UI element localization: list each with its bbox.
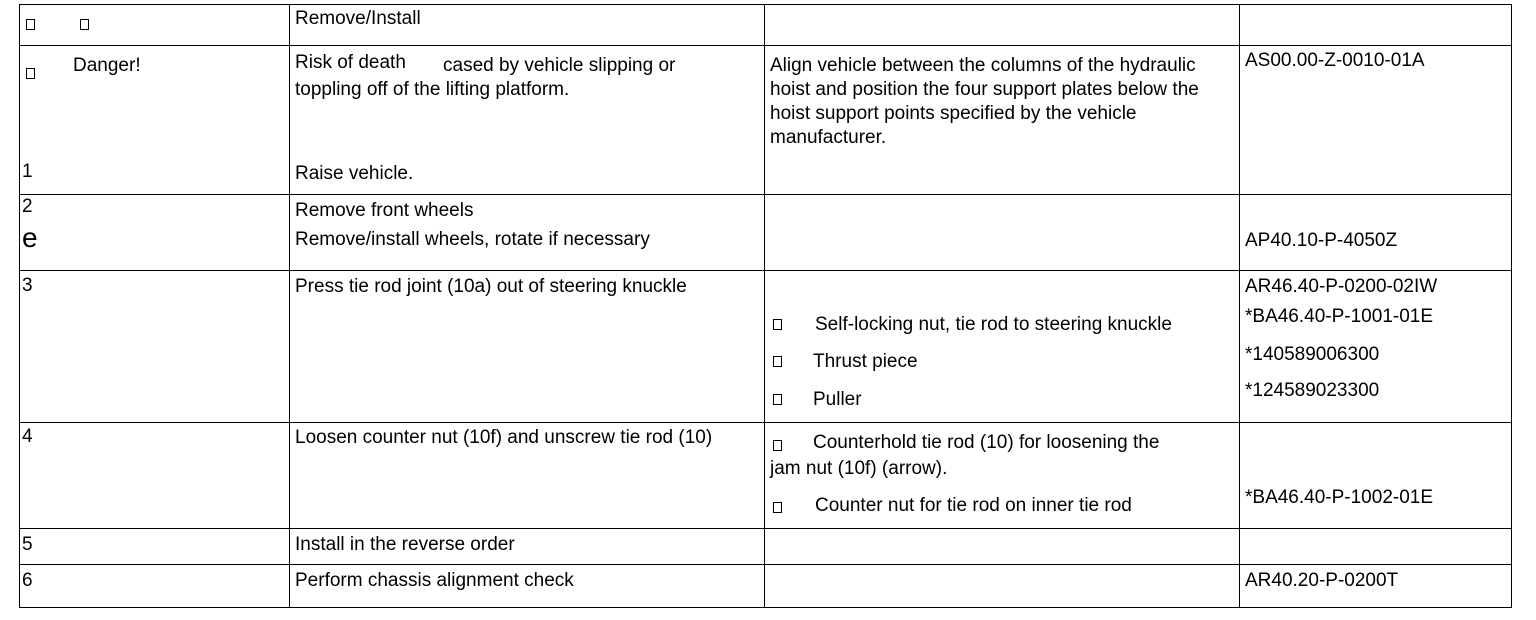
- action-cell: [290, 46, 765, 195]
- step-number: 3: [22, 275, 33, 296]
- ref-cell: [1240, 5, 1512, 46]
- action-text: Press tie rod joint (10a) out of steering knuckle: [295, 276, 687, 297]
- action-cell: [290, 423, 765, 529]
- nut-icon: [773, 502, 782, 513]
- notes-cell: [765, 195, 1240, 271]
- tool-icon: [773, 394, 782, 405]
- reference-code: AS00.00-Z-0010-01A: [1245, 50, 1425, 71]
- action-text: Perform chassis alignment check: [295, 570, 574, 591]
- action-cell: [290, 5, 765, 46]
- step-number: 4: [22, 426, 33, 447]
- step-number: 5: [22, 534, 33, 555]
- wrench-icon: [773, 440, 782, 451]
- table-row: [20, 5, 1512, 46]
- note-item: Counter nut for tie rod on inner tie rod: [815, 495, 1132, 516]
- step-number: 2: [22, 196, 33, 217]
- table-row: [20, 46, 1512, 195]
- reference-code: *BA46.40-P-1001-01E: [1245, 306, 1434, 327]
- reference-code: *BA46.40-P-1002-01E: [1245, 487, 1434, 508]
- step-cell: [20, 271, 290, 423]
- step-cell: [20, 46, 290, 195]
- table-row: [20, 565, 1512, 608]
- reference-code: *124589023300: [1245, 380, 1380, 401]
- notes-cell: [765, 46, 1240, 195]
- danger-text: cased by vehicle slipping or: [443, 55, 676, 76]
- table-row: [20, 271, 1512, 423]
- ref-cell: [1240, 271, 1512, 423]
- step-number: 1: [22, 161, 33, 182]
- note-item: Thrust piece: [813, 351, 918, 372]
- action-subtext: Remove/install wheels, rotate if necessary: [295, 229, 650, 250]
- notes-cell: [765, 529, 1240, 565]
- step-number: 6: [22, 570, 33, 591]
- action-cell: [290, 529, 765, 565]
- reference-code: *140589006300: [1245, 344, 1380, 365]
- step-cell: [20, 529, 290, 565]
- ref-cell: [1240, 529, 1512, 565]
- ref-cell: [1240, 195, 1512, 271]
- reference-code: AR40.20-P-0200T: [1245, 570, 1399, 591]
- reference-code: AR46.40-P-0200-02IW: [1245, 276, 1438, 297]
- notes-cell: [765, 271, 1240, 423]
- action-text: Raise vehicle.: [295, 163, 414, 184]
- checkbox-icon: [26, 19, 35, 30]
- danger-text: Risk of death: [295, 52, 406, 73]
- step-cell: [20, 565, 290, 608]
- note-item: Puller: [813, 389, 862, 410]
- checkbox-icon: [80, 19, 89, 30]
- action-cell: [290, 271, 765, 423]
- tool-icon: [773, 356, 782, 367]
- table-row: [20, 423, 1512, 529]
- table-row: [20, 195, 1512, 271]
- step-cell: [20, 5, 290, 46]
- action-text: Loosen counter nut (10f) and unscrew tie rod (10): [295, 427, 713, 448]
- ref-cell: [1240, 423, 1512, 529]
- nut-icon: [773, 319, 782, 330]
- action-text: Remove/Install: [295, 8, 421, 29]
- note-text: Align vehicle between the columns of the hydraulic hoist and position the four support plates below the hoist support points specified by the vehicle manufacturer.: [770, 55, 1199, 148]
- notes-cell: [765, 565, 1240, 608]
- procedure-table: [19, 4, 1512, 608]
- ref-cell: [1240, 46, 1512, 195]
- action-text: Install in the reverse order: [295, 534, 515, 555]
- notes-cell: [765, 423, 1240, 529]
- table-row: [20, 529, 1512, 565]
- danger-label: Danger!: [73, 55, 141, 76]
- step-cell: [20, 423, 290, 529]
- note-item: Counterhold tie rod (10) for loosening the: [813, 432, 1160, 453]
- note-item: jam nut (10f) (arrow).: [770, 458, 948, 479]
- reference-code: AP40.10-P-4050Z: [1245, 230, 1398, 251]
- note-item: Self-locking nut, tie rod to steering knuckle: [815, 314, 1172, 335]
- action-cell: [290, 565, 765, 608]
- notes-cell: [765, 5, 1240, 46]
- action-text: Remove front wheels: [295, 200, 474, 221]
- action-cell: [290, 195, 765, 271]
- danger-text: toppling off of the lifting platform.: [295, 79, 570, 100]
- step-symbol: e: [22, 222, 38, 253]
- ref-cell: [1240, 565, 1512, 608]
- step-cell: [20, 195, 290, 271]
- warning-icon: [26, 68, 35, 79]
